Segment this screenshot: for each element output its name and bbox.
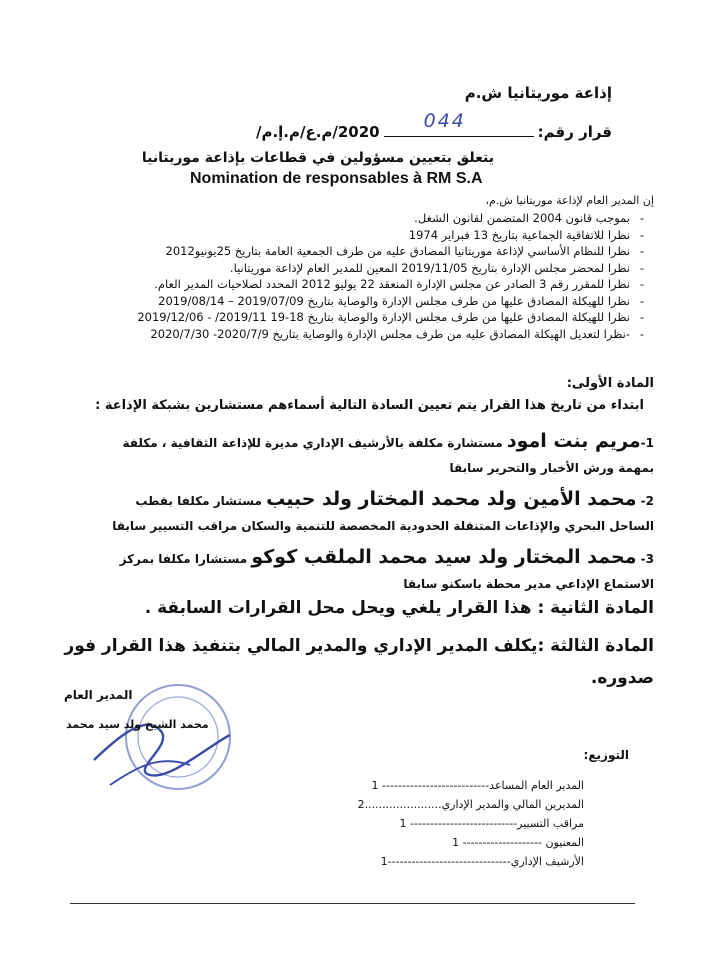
appointee-previous-role: الاستماع الإذاعي مدير محطة باسكنو سابقا — [403, 577, 654, 591]
distribution-list — [284, 776, 584, 871]
preamble-item: - -نظرا لتعديل الهيكلة المصادق عليه من طرف مجلس الإدارة والوصاية بتاريخ 2020/7/9- 2020/7/30 — [64, 326, 644, 343]
appointment-number: 2- — [640, 494, 654, 508]
preamble-item: - بموجب قانون 2004 المتضمن لقانون الشغل. — [64, 210, 644, 227]
distribution-row: المدير العام المساعد--------------------------- 1 — [371, 779, 584, 792]
appointee-name: محمد الأمين ولد محمد المختار ولد حبيب — [266, 488, 637, 510]
preamble-intro: إن المدير العام لإذاعة موريتانيا ش.م، — [485, 194, 654, 207]
preamble-item: - نظرا للنظام الأساسي لإذاعة موريتانيا المصادق عليه من طرف الجمعية العامة بتاريخ 25يونيو2012 — [64, 243, 644, 260]
appointee-role: مستشارا مكلفا بمركز — [119, 552, 248, 566]
preamble-item: - نظرا للمقرر رقم 3 الصادر عن مجلس الإدارة المنعقد 22 يوليو 2012 المحدد لصلاحيات المدير العام. — [64, 276, 644, 293]
appointee-previous-role: بمهمة ورش الأخبار والتحرير سابقا — [449, 461, 654, 475]
distribution-row: المديرين المالي والمدير الإداري......................2 — [357, 798, 584, 811]
article1-intro: ابتداء من تاريخ هذا القرار يتم تعيين السادة التالية أسماءهم مستشارين بشبكة الإذاعة : — [95, 398, 644, 413]
article2-title: المادة الثانية : — [537, 598, 654, 618]
appointment-number: 1- — [640, 436, 654, 450]
appointee-previous-role: الساحل البحري والإذاعات المتنقلة الحدودية المخصصة للتنمية والسكان مراقب التسيير سابقا — [112, 519, 654, 533]
subject-french: Nomination de responsables à RM S.A — [190, 170, 483, 187]
article3-text: يكلف المدير الإداري والمدير المالي بتنفيذ هذا القرار فور صدوره. — [64, 636, 654, 688]
distribution-row: المعنيون -------------------- 1 — [452, 836, 584, 849]
appointee-role: مستشارة مكلفة بالأرشيف الإداري مديرة للإذاعة الثقافية ، مكلفة — [122, 436, 503, 450]
decision-line — [172, 110, 612, 141]
distribution-title: التوزيع: — [583, 748, 629, 762]
preamble-item: - نظرا للهيكلة المصادق عليها من طرف مجلس الإدارة والوصاية بتاريخ 18-19 2019/11/ - 2019/12/06 — [64, 309, 644, 326]
appointee-role: مستشار مكلفا بقطب — [135, 494, 262, 508]
distribution-row: مراقب التسيير--------------------------- 1 — [399, 817, 584, 830]
appointment-2 — [54, 486, 654, 537]
distribution-row: الأرشيف الإداري-------------------------------1 — [380, 855, 584, 868]
article1-title: المادة الأولى: — [566, 376, 654, 391]
preamble-list — [64, 210, 644, 342]
preamble-item: - نظرا لمحضر مجلس الإدارة بتاريخ 2019/11/05 المعين للمدير العام لإذاعة موريتانيا. — [64, 260, 644, 277]
decision-label: قرار رقم: — [537, 123, 612, 141]
subject-arabic: يتعلق بتعيين مسؤولين في قطاعات بإذاعة موريتانيا — [141, 150, 494, 166]
article3-title: المادة الثالثة : — [537, 636, 654, 656]
decision-number-field — [384, 110, 534, 137]
appointee-name: محمد المختار ولد سيد محمد الملقب كوكو — [251, 546, 637, 568]
article2-text: هذا القرار يلغي ويحل محل القرارات السابقة . — [144, 598, 532, 618]
appointment-3 — [54, 544, 654, 595]
appointment-1 — [54, 428, 654, 479]
organization-name: إذاعة موريتانيا ش.م — [464, 84, 612, 102]
preamble-item: - نظرا للهيكلة المصادق عليها من طرف مجلس الإدارة والوصاية بتاريخ 2019/07/09 – 2019/08/14 — [64, 293, 644, 310]
bottom-divider — [70, 903, 635, 904]
decision-reference: 2020/م.ع/م.إ.م/ — [255, 123, 380, 141]
signer-name: محمد الشيخ ولد سيد محمد — [66, 718, 209, 731]
appointment-number: 3- — [640, 552, 654, 566]
signer-title: المدير العام — [64, 688, 133, 702]
article2 — [145, 598, 654, 618]
preamble-item: - نظرا للاتفاقية الجماعية بتاريخ 13 فبراير 1974 — [64, 227, 644, 244]
decision-number: 044 — [423, 110, 466, 132]
appointee-name: مريم بنت امود — [506, 430, 641, 452]
